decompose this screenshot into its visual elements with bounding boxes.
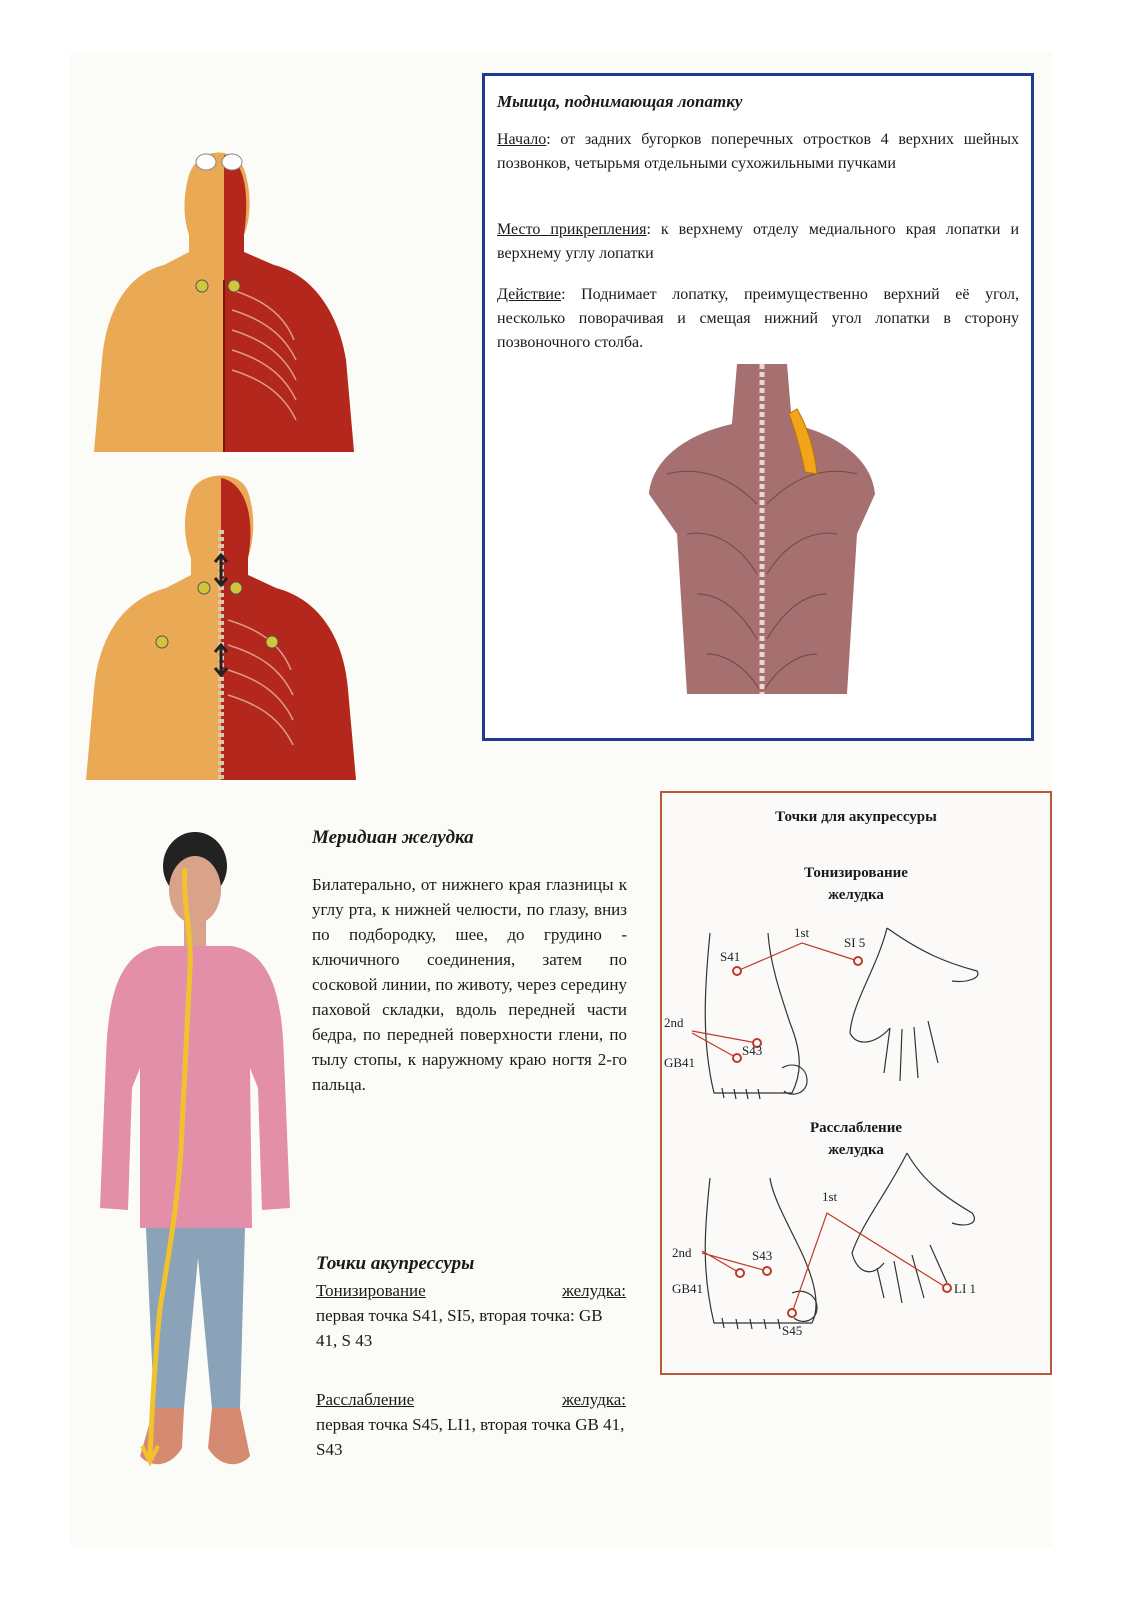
acupressure-points-box <box>660 791 1052 1375</box>
sedate-word2: желудка: <box>562 1390 626 1409</box>
acu-box-title: Точки для акупрессуры <box>775 809 937 825</box>
tonify-diagram-title-2: желудка <box>828 887 884 903</box>
sedate-word1: Расслабление <box>316 1390 415 1409</box>
label-second-bottom: 2nd <box>672 1245 692 1260</box>
meridian-photo-figure <box>100 828 290 1490</box>
label-second-top: 2nd <box>664 1015 684 1030</box>
tonify-word1: Тонизирование <box>316 1281 426 1300</box>
back-muscles-illustration <box>647 364 877 694</box>
label-s41-top: S41 <box>720 949 741 964</box>
sedate-diagram-title-2: желудка <box>828 1142 884 1158</box>
label-si5: SI 5 <box>844 935 866 950</box>
tonify-word2: желудка: <box>562 1281 626 1300</box>
muscle-insertion <box>497 218 1019 266</box>
tonify-heading <box>316 1278 626 1303</box>
label-gb41-bottom: GB41 <box>672 1281 704 1296</box>
meridian-text: Билатерально, от нижнего края глазницы к углу рта, к нижней челюсти, по глазу, вниз по подбородку, шее, до грудино - ключичного соединения, затем по сосковой линии, по животу, через середину паховой складки, вдоль передней части бедра, по передней поверхности глени, по тылу стопы, к наружному краю ногтя 2-го пальца. <box>312 875 627 1094</box>
insertion-text: : к верхнему отделу медиального края лопатки и верхнему углу лопатки <box>497 221 1020 262</box>
label-s43-top: S43 <box>742 1043 763 1058</box>
muscle-title: Мышца, поднимающая лопатку <box>497 92 743 111</box>
acupressure-diagram <box>662 793 1050 1373</box>
muscle-info-box <box>482 73 1034 741</box>
label-s43-bottom: S43 <box>752 1248 773 1263</box>
back-muscle-figure <box>76 470 362 780</box>
tonify-diagram-title-1: Тонизирование <box>804 865 908 881</box>
label-first-top: 1st <box>794 925 810 940</box>
tonify-text: первая точка S41, SI5, вторая точка: GB 41, S 43 <box>316 1306 603 1350</box>
label-gb41-top: GB41 <box>664 1055 696 1070</box>
origin-text: : от задних бугорков поперечных отростков 4 верхних шейных позвонков, четырьмя отдельными сухожильными пучками <box>497 131 1019 172</box>
action-text: : Поднимает лопатку, преимущественно верхний её угол, несколько поворачивая и смещая нижний угол лопатки в сторону позвоночного столба. <box>497 286 1019 351</box>
origin-label: Начало <box>497 131 547 148</box>
meridian-title: Меридиан желудка <box>312 827 474 848</box>
insertion-label: Место прикрепления <box>497 221 647 238</box>
muscle-origin <box>497 128 1019 176</box>
acupressure-title: Точки акупрессуры <box>316 1253 475 1274</box>
sedate-diagram-title-1: Расслабление <box>809 1120 903 1136</box>
action-label: Действие <box>497 286 562 303</box>
front-muscle-figure <box>84 140 362 452</box>
sedate-text: первая точка S45, LI1, вторая точка GB 41, S43 <box>316 1415 625 1459</box>
label-s45: S45 <box>782 1323 803 1338</box>
sedate-heading <box>316 1387 626 1412</box>
label-first-bottom: 1st <box>822 1189 838 1204</box>
muscle-action <box>497 283 1019 355</box>
label-li1: LI 1 <box>954 1281 977 1296</box>
